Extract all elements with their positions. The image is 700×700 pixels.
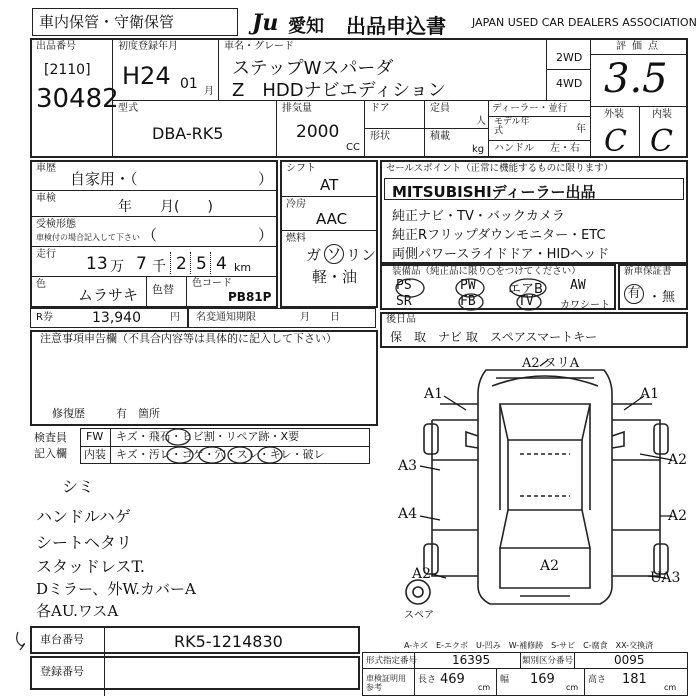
accessories-value: 保 取 ナビ 取 スペアスマートキー	[390, 330, 598, 344]
interior-score: C	[650, 124, 673, 159]
dealer-parallel-label: ディーラー・並行	[492, 103, 568, 114]
height-value: 181	[622, 672, 647, 687]
transfer-label: 受検形態	[36, 219, 76, 230]
ac-value: AAC	[316, 210, 348, 228]
exterior-score-label: 外装	[604, 109, 624, 120]
model-year-unit: 年	[576, 124, 586, 135]
transfer-note: 車検付の場合記入して下さい	[36, 233, 140, 242]
interior-score-label: 内装	[652, 109, 672, 120]
score-value: 3.5	[604, 56, 668, 102]
lot-number-label: 出品番号	[36, 41, 76, 52]
color-label: 色	[36, 279, 46, 290]
inspector-label: 検査員	[34, 431, 67, 444]
selling-point-item: 両側パワースライドドア・HIDヘッド	[392, 247, 610, 262]
fuel-gasoline-2: リン	[346, 246, 377, 264]
height-label: 高さ	[588, 675, 607, 685]
shift-label: シフト	[286, 163, 316, 174]
model-name: ステップWスパーダ	[232, 58, 394, 79]
ac-label: 冷房	[286, 199, 306, 210]
exterior-score: C	[604, 124, 627, 159]
first-registration-label: 初度登録年月	[118, 41, 178, 52]
shift-value: AT	[320, 176, 339, 194]
association-logo: Ju 愛知	[252, 10, 324, 37]
width-value: 169	[530, 672, 555, 687]
fuel-gasoline-1: ガ	[306, 246, 322, 264]
load-unit: kg	[472, 144, 485, 155]
form-title: 出品申込書	[346, 14, 446, 38]
length-value: 469	[440, 672, 465, 687]
registration-month: 01	[180, 76, 198, 92]
drive-2wd: 2WD	[556, 51, 583, 64]
registration-year: H24	[122, 62, 171, 90]
mileage-digit-5: 4	[216, 254, 227, 274]
handle-label: ハンドル	[494, 143, 534, 154]
inspector-note: 記入欄	[34, 447, 67, 460]
mileage-label: 走行	[36, 249, 56, 260]
handwritten-note: ハンドルハゲ	[36, 507, 131, 526]
equip-ps: PS	[396, 278, 412, 293]
lot-code: [2110]	[44, 62, 91, 78]
fw-items: キズ・飛石・ヒビ割・リペア跡・X要	[116, 430, 300, 443]
category-number: 0095	[614, 653, 645, 667]
color-value: ムラサキ	[78, 286, 139, 304]
displacement: 2000	[296, 122, 340, 142]
handwritten-note: シミ	[62, 477, 95, 496]
displacement-label: 排気量	[282, 103, 312, 114]
load-label: 積載	[430, 131, 450, 142]
damage-mark: A2	[412, 566, 432, 582]
damage-mark: UA3	[650, 570, 681, 586]
name-change-label: 名変通知期限	[196, 312, 256, 323]
fuel-label: 燃料	[286, 233, 306, 244]
fuel-selected-circle: ソ	[324, 244, 344, 264]
equip-pw: PW	[460, 278, 476, 293]
mileage-unit: km	[234, 261, 252, 274]
length-label: 長さ	[418, 675, 437, 685]
mileage-digit-2: 7	[136, 254, 147, 274]
cc-unit: CC	[346, 142, 360, 153]
model-grade-label: 車名・グレード	[224, 41, 294, 52]
association-english-name: JAPAN USED CAR DEALERS ASSOCIATION	[472, 16, 697, 29]
color-change-label: 色替	[152, 283, 174, 296]
damage-mark: A1	[424, 386, 444, 402]
warranty-yes-circled: 有	[624, 284, 644, 304]
storage-stamp-text: 車内保管・守衛保管	[39, 13, 175, 31]
color-code-label: 色コード	[192, 278, 232, 289]
recycle-label: R券	[36, 312, 53, 323]
registration-month-unit: 月	[204, 86, 214, 97]
chassis-number: RK5-1214830	[174, 632, 283, 651]
repair-history-value: 有 箇所	[116, 407, 160, 420]
vehicle-type: DBA-RK5	[152, 124, 224, 143]
selling-point-item: MITSUBISHIディーラー出品	[392, 183, 596, 201]
door-label: ドア	[370, 103, 390, 114]
width-label: 幅	[500, 675, 510, 685]
damage-mark: A1	[640, 386, 660, 402]
warranty-no: 無	[662, 290, 676, 305]
repair-history-label: 修復歴	[52, 407, 85, 420]
type-cert-label: 形式指定番号	[366, 656, 418, 666]
spare-tire-label: スペア	[404, 610, 434, 621]
score-label: 評価点	[616, 41, 664, 52]
selling-points-label: セールスポイント（正常に機能するものに限ります）	[386, 163, 614, 174]
fuel-diesel: 軽・油	[312, 268, 358, 286]
damage-mark: A3	[398, 458, 418, 474]
body-shape-label: 形状	[370, 131, 390, 142]
inspection-value: 年 月( )	[118, 199, 213, 215]
selling-point-item: 純正Rフリップダウンモニター・ETC	[392, 228, 606, 243]
equip-tv: TV	[518, 294, 534, 309]
model-grade: Z HDDナビエディション	[232, 80, 446, 101]
name-change-value: 月 日	[300, 312, 340, 323]
drive-4wd: 4WD	[556, 77, 583, 90]
vehicle-cert-label: 車検証明用参考	[366, 674, 406, 692]
equip-airbag: エアB	[508, 282, 543, 297]
warranty-label: 新車保証書	[624, 266, 672, 277]
handle-value: 左・右	[550, 143, 580, 154]
handwritten-note: シートヘタリ	[36, 533, 133, 552]
handwritten-note: スタッドレスT.	[36, 557, 145, 576]
type-label: 型式	[118, 103, 138, 114]
damage-mark: A2 ヌリA	[522, 356, 580, 371]
mileage-digit-3: 2	[176, 254, 187, 274]
handwritten-note: Dミラー、外W.カバーA	[36, 580, 196, 598]
usage-value: 自家用・（	[70, 170, 138, 188]
chassis-label: 車台番号	[40, 633, 84, 646]
equip-leather-seat: カワシート	[560, 300, 610, 311]
selling-point-item: 純正ナビ・TV・バックカメラ	[392, 209, 565, 224]
damage-mark: A2	[540, 558, 560, 574]
recycle-value: 13,940	[92, 310, 141, 326]
equipment-label: 装備品（純正品に限り○をつけてください）	[392, 266, 581, 277]
fw-label: FW	[86, 430, 104, 443]
damage-mark: A2	[668, 508, 688, 524]
lot-number: 30482	[36, 84, 119, 114]
capacity-unit: 人	[476, 116, 486, 127]
damage-mark: A4	[398, 506, 418, 522]
interior-label: 内装	[84, 448, 106, 461]
equip-sr: SR	[396, 294, 412, 309]
mileage-digit-4: 5	[196, 254, 207, 274]
damage-mark: A2	[668, 452, 688, 468]
usage-label: 車歴	[36, 163, 56, 174]
handwritten-note: 各AU.ワスA	[36, 602, 119, 620]
equip-fb: FB	[460, 294, 476, 309]
registration-number-label: 登録番号	[40, 665, 84, 678]
equip-aw: AW	[570, 278, 586, 293]
model-year-label: モデル年式	[494, 117, 530, 136]
damage-legend: A-キズ E-エクボ U-凹み W-補修跡 S-サビ C-腐食 XX-交換済	[404, 641, 654, 650]
type-cert-number: 16395	[452, 653, 491, 667]
color-code: PB81P	[228, 290, 272, 304]
interior-items: キズ・汚レ・コゲ・穴・スレ・キレ・破レ	[116, 448, 325, 461]
accessories-label: 後日品	[386, 314, 416, 325]
capacity-label: 定員	[430, 103, 450, 114]
inspection-label: 車検	[36, 193, 56, 204]
category-label: 類別区分番号	[522, 656, 574, 666]
mileage-digit-1: 13	[86, 254, 108, 274]
notes-label: 注意事項申告欄（不具合内容等は具体的に記入して下さい）	[40, 332, 337, 345]
